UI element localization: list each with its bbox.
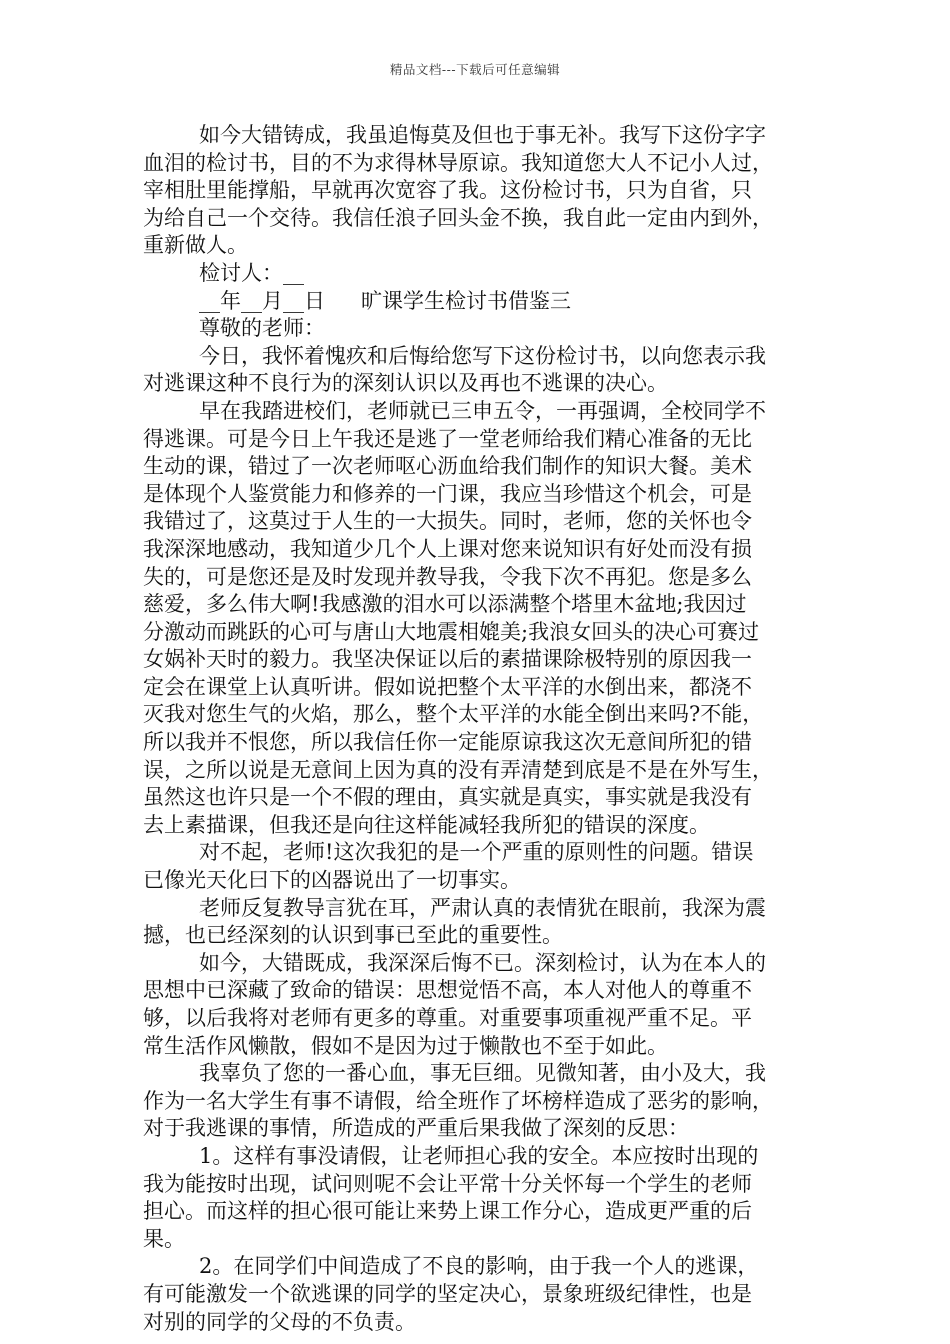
text-line xyxy=(143,205,811,233)
text-line xyxy=(143,812,811,840)
text-line-content: __年__月__日 xyxy=(199,288,325,313)
text-line xyxy=(143,288,811,316)
text-line-content: 我辜负了您的一番心血，事无巨细。见微知著，由小及大，我 xyxy=(199,1061,766,1086)
text-line xyxy=(143,1033,811,1061)
text-line xyxy=(143,426,811,454)
text-line-content: 对于我逃课的事情，所造成的严重后果我做了深刻的反思： xyxy=(143,1116,689,1141)
text-line xyxy=(143,1226,811,1254)
text-line xyxy=(143,784,811,812)
header-text: 精品文档---下载后可任意编辑 xyxy=(389,62,561,77)
text-line-content: 1。这样有事没请假，让老师担心我的安全。本应按时出现的 xyxy=(199,1143,759,1168)
text-line-content: 定会在课堂上认真听讲。假如说把整个太平洋的水倒出来，都浇不 xyxy=(143,674,752,699)
text-line-content: 得逃课。可是今日上午我还是逃了一堂老师给我们精心准备的无比 xyxy=(143,426,752,451)
text-line-content: 慈爱，多么伟大啊!我感激的泪水可以添满整个塔里木盆地;我因过 xyxy=(143,592,747,617)
text-line xyxy=(143,1088,811,1116)
text-line xyxy=(143,315,811,343)
document-body xyxy=(143,122,811,1336)
text-line xyxy=(143,895,811,923)
text-line-content: 女娲补天时的毅力。我坚决保证以后的素描课除极特别的原因我一 xyxy=(143,647,752,672)
text-line xyxy=(143,591,811,619)
text-line-content: 2。在同学们中间造成了不良的影响，由于我一个人的逃课， xyxy=(199,1254,759,1279)
text-line-content: 作为一名大学生有事不请假，给全班作了坏榜样造成了恶劣的影响， xyxy=(143,1088,773,1113)
text-line-content: 检讨人：__ xyxy=(199,260,304,285)
text-line-content: 如今大错铸成，我虽追悔莫及但也于事无补。我写下这份字字 xyxy=(199,123,766,147)
text-line xyxy=(143,1143,811,1171)
text-line xyxy=(143,536,811,564)
text-line-content: 所以我并不恨您，所以我信任你一定能原谅我这次无意间所犯的错 xyxy=(143,730,752,755)
text-line-content: 分激动而跳跃的心可与唐山大地震相媲美;我浪女回头的决心可赛过 xyxy=(143,619,760,644)
text-line xyxy=(143,481,811,509)
text-line-content: 担心。而这样的担心很可能让来势上课工作分心，造成更严重的后 xyxy=(143,1199,752,1224)
text-line-content: 失的，可是您还是及时发现并教导我，令我下次不再犯。您是多么 xyxy=(143,564,752,589)
text-line-content: 已像光天化曰下的凶器说出了一切事实。 xyxy=(143,868,521,893)
text-line-content: 我深深地感动，我知道少几个人上课对您来说知识有好处而没有损 xyxy=(143,536,752,561)
text-line xyxy=(143,867,811,895)
text-line xyxy=(143,508,811,536)
text-line xyxy=(143,260,811,288)
text-line-content: 虽然这也许只是一个不假的理由，真实就是真实，事实就是我没有 xyxy=(143,785,752,810)
text-line xyxy=(143,729,811,757)
text-line xyxy=(143,1060,811,1088)
text-line-content: 灭我对您生气的火焰，那么，整个太平洋的水能全倒出来吗?不能， xyxy=(143,702,764,727)
text-line-content: 常生活作风懒散，假如不是因为过于懒散也不至于如此。 xyxy=(143,1033,668,1058)
text-line-content: 老师反复教导言犹在耳，严肃认真的表情犹在眼前，我深为震 xyxy=(199,895,766,920)
text-line xyxy=(143,1005,811,1033)
text-line-content: 我错过了，这莫过于人生的一大损失。同时，老师，您的关怀也令 xyxy=(143,509,752,534)
text-line-content: 为给自己一个交待。我信任浪子回头金不换，我自此一定由内到外， xyxy=(143,205,773,230)
text-line-content: 有可能激发一个欲逃课的同学的坚定决心，景象班级纪律性，也是 xyxy=(143,1281,752,1306)
text-line xyxy=(143,701,811,729)
text-line xyxy=(143,564,811,592)
text-line-content: 如今，大错既成，我深深后悔不已。深刻检讨，认为在本人的 xyxy=(199,950,766,975)
text-line-content: 够，以后我将对老师有更多的尊重。对重要事项重视严重不足。平 xyxy=(143,1006,752,1030)
text-line xyxy=(143,1115,811,1143)
text-line-content: 撼，也已经深刻的认识到事已至此的重要性。 xyxy=(143,923,563,948)
text-line xyxy=(143,343,811,371)
text-line-content: 生动的课，错过了一次老师呕心沥血给我们制作的知识大餐。美术 xyxy=(143,454,752,479)
text-line xyxy=(143,453,811,481)
text-line xyxy=(143,1309,811,1337)
text-line-content: 去上素描课，但我还是向往这样能减轻我所犯的错误的深度。 xyxy=(143,812,710,837)
text-line xyxy=(143,1253,811,1281)
text-line xyxy=(143,839,811,867)
text-line-content: 误，之所以说是无意间上因为真的没有弄清楚到底是不是在外写生， xyxy=(143,757,773,782)
text-line-content: 对不起，老师!这次我犯的是一个严重的原则性的问题。错误 xyxy=(199,840,754,865)
text-line-content: 早在我踏进校们，老师就已三申五令，一再强调，全校同学不 xyxy=(199,398,766,423)
text-line-content: 对逃课这种不良行为的深刻认识以及再也不逃课的决心。 xyxy=(143,371,668,396)
text-line xyxy=(143,646,811,674)
text-line-content: 我为能按时出现，试问则呢不会让平常十分关怀每一个学生的老师 xyxy=(143,1171,752,1196)
text-line-content: 今日，我怀着愧疚和后悔给您写下这份检讨书，以向您表示我 xyxy=(199,343,766,368)
text-line-content: 尊敬的老师： xyxy=(199,316,325,341)
text-line-content: 血泪的检讨书，目的不为求得林导原谅。我知道您大人不记小人过， xyxy=(143,150,773,175)
text-line xyxy=(143,150,811,178)
text-line-content: 宰相肚里能撑船，早就再次宽容了我。这份检讨书，只为自省，只 xyxy=(143,178,752,203)
text-line-content: 思想中已深藏了致命的错误：思想觉悟不高，本人对他人的尊重不 xyxy=(143,978,752,1003)
text-line xyxy=(143,950,811,978)
text-line xyxy=(143,619,811,647)
text-line xyxy=(143,674,811,702)
text-line-content: 对别的同学的父母的不负责。 xyxy=(143,1309,416,1334)
text-line xyxy=(143,757,811,785)
text-line xyxy=(143,177,811,205)
text-line-content: 重新做人。 xyxy=(143,233,248,258)
text-line xyxy=(143,1281,811,1309)
text-line xyxy=(143,1171,811,1199)
text-line xyxy=(143,398,811,426)
text-line xyxy=(143,977,811,1005)
section-title: 旷课学生检讨书借鉴三 xyxy=(361,288,571,313)
text-line xyxy=(143,922,811,950)
text-line xyxy=(143,232,811,260)
text-line-content: 果。 xyxy=(143,1226,185,1251)
page-header xyxy=(0,60,950,78)
text-line-content: 是体现个人鉴赏能力和修养的一门课，我应当珍惜这个机会，可是 xyxy=(143,481,752,506)
text-line xyxy=(143,122,811,150)
text-line xyxy=(143,370,811,398)
text-line xyxy=(143,1198,811,1226)
